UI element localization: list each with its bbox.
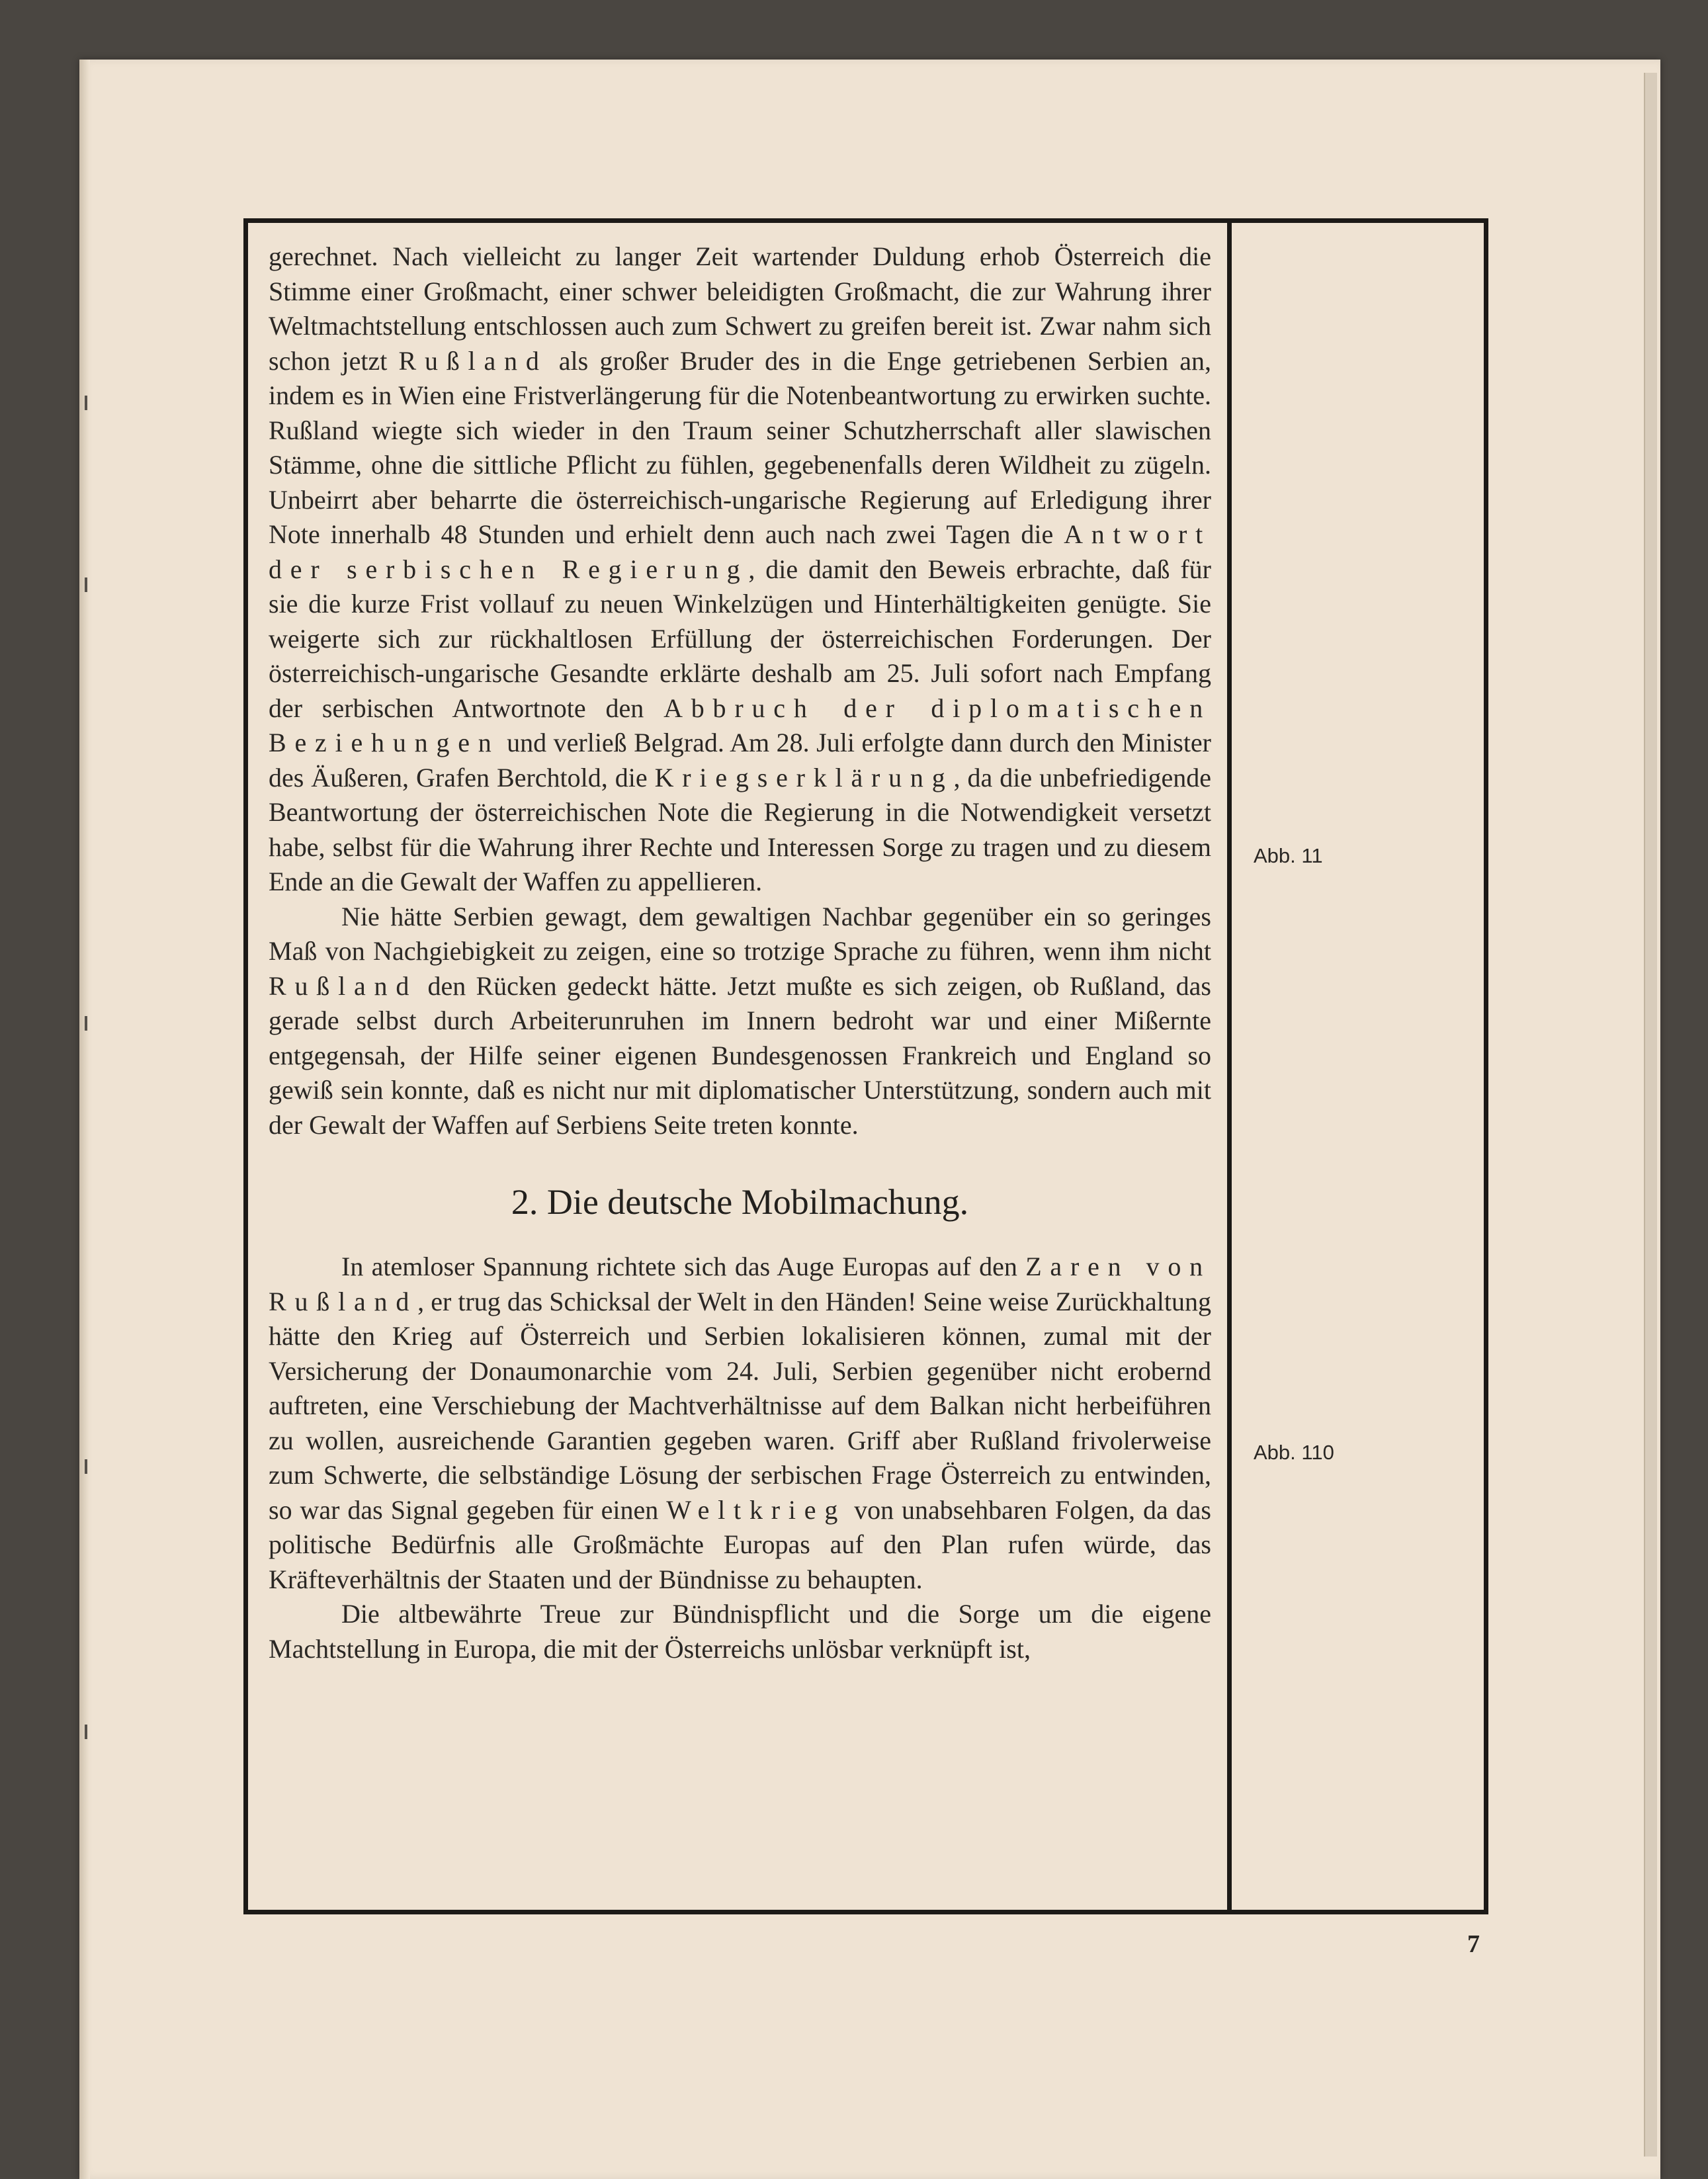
frame-rule-bottom <box>243 1910 1488 1914</box>
spaced-emphasis: Zaren von Rußland <box>269 1252 1211 1316</box>
binding-mark <box>85 1016 87 1031</box>
margin-note-figure-ref: Abb. 110 <box>1254 1441 1334 1464</box>
spaced-emphasis: Kriegserklärung <box>654 762 954 792</box>
binding-mark <box>85 1725 87 1739</box>
margin-note-figure-ref: Abb. 11 <box>1254 844 1323 867</box>
text-run: den Rücken gedeckt hätte. Jetzt mußte es sich zeigen, ob Rußland, das gerade selbst durch Arbeiterunruhen im Innern bedroht war und einer Mißernte entgegensah, der Hilfe seiner eigenen Bundesgenossen Frankreich und England so gewiß sein konnte, daß es nicht nur mit diplomatischer Unterstützung, sondern auch mit der Gewalt der Waffen auf Serbiens Seite treten konnte. <box>269 970 1211 1140</box>
text-run: gerechnet. Nach vielleicht zu langer Zeit wartender Duldung erhob Österreich die Stimme einer Großmacht, einer schwer beleidigten Großmacht, die zur Wahrung ihrer Weltmachtstellung entschlossen auch zum Schwert zu greifen bereit ist. Zwar nahm sich schon jetzt <box>269 241 1211 376</box>
spaced-emphasis: Antwort der serbischen Regierung <box>269 519 1211 584</box>
page-number: 7 <box>1467 1930 1480 1958</box>
binding-mark <box>85 1459 87 1474</box>
body-paragraph: Die altbewährte Treue zur Bündnispflicht und die Sorge um die eigene Machtstellung in Europa, die mit der Österreichs unlösbar verknüpft ist, <box>269 1599 1211 1664</box>
body-paragraph <box>269 900 1211 1143</box>
text-run: Nie hätte Serbien gewagt, dem gewaltigen Nachbar gegenüber ein so geringes Maß von Nachgiebigkeit zu zeigen, eine so trotzige Sprache zu führen, wenn ihm nicht <box>269 901 1211 966</box>
frame-rule-left <box>243 218 248 1914</box>
text-run: als großer Bruder des in die Enge getriebenen Serbien an, indem es in Wien eine Fristverlängerung für die Notenbeantwortung zu erwirken suchte. Rußland wiegte sich wieder in den Traum seiner Schutzherrschaft aller slawischen Stämme, ohne die sittliche Pflicht zu fühlen, gegebenenfalls deren Wildheit zu zügeln. Unbeirrt aber beharrte die österreichisch-ungarische Regierung auf Erledigung ihrer Note innerhalb 48 Stunden und erhielt denn auch nach zwei Tagen die <box>269 345 1211 549</box>
book-gutter-shadow <box>79 60 90 2179</box>
body-paragraph <box>269 239 1211 900</box>
spaced-emphasis: Rußland <box>398 345 548 376</box>
frame-rule-column-divider <box>1227 218 1232 1914</box>
text-run: , da die unbefriedigende Beantwortung der österreichischen Note die Regierung in die Notwendigkeit versetzt habe, selbst für die Wahrung ihrer Rechte und Interessen Sorge zu tragen und zu diesem Ende an die Gewalt der Waffen zu appellieren. <box>269 762 1211 896</box>
main-text-column <box>269 239 1211 1666</box>
text-run: In atemloser Spannung richtete sich das Auge Europas auf den <box>341 1252 1026 1281</box>
spaced-emphasis: Abbruch der diplomatischen Beziehungen <box>269 693 1212 757</box>
spaced-emphasis: Rußland <box>269 970 418 1001</box>
spaced-emphasis: Weltkrieg <box>666 1494 847 1525</box>
text-run: und verließ Belgrad. Am 28. Juli erfolgte dann durch den Minister des Äußeren, Grafen Berchtold, die <box>269 728 1211 792</box>
body-paragraph <box>269 1250 1211 1597</box>
section-heading: 2. Die deutsche Mobilmachung. <box>511 1182 969 1222</box>
page-edge <box>1644 73 1657 2157</box>
binding-mark <box>85 577 87 592</box>
frame-rule-right <box>1484 218 1488 1914</box>
text-run: , er trug das Schicksal der Welt in den Händen! Seine weise Zurückhaltung hätte den Krieg auf Österreich und Serbien lokalisieren können, zumal mit der Versicherung der Donaumonarchie vom 24. Juli, Serbien gegenüber nicht erobernd auftreten, eine Verschiebung der Machtverhältnisse auf dem Balkan nicht herbeiführen zu wollen, ausreichende Garantien gegeben waren. Griff aber Rußland frivolerweise zum Schwerte, die selbständige Lösung der serbischen Frage Österreich zu entwinden, so war das Signal gegeben für einen <box>269 1286 1211 1525</box>
text-run: , die damit den Beweis erbrachte, daß für sie die kurze Frist vollauf zu neuen Winkelzügen und Hinterhältigkeiten genügte. Sie weigerte sich zur rückhaltlosen Erfüllung der österreichischen Forderungen. Der österreichisch-ungarische Gesandte erklärte deshalb am 25. Juli sofort nach Empfang der serbischen Antwortnote den <box>269 554 1211 723</box>
text-run: von unabsehbaren Folgen, da das politische Bedürfnis alle Großmächte Europas auf den Plan rufen würde, das Kräfteverhältnis der Staaten und der Bündnisse zu behaupten. <box>269 1494 1211 1594</box>
frame-rule-top <box>243 218 1488 223</box>
binding-mark <box>85 396 87 410</box>
